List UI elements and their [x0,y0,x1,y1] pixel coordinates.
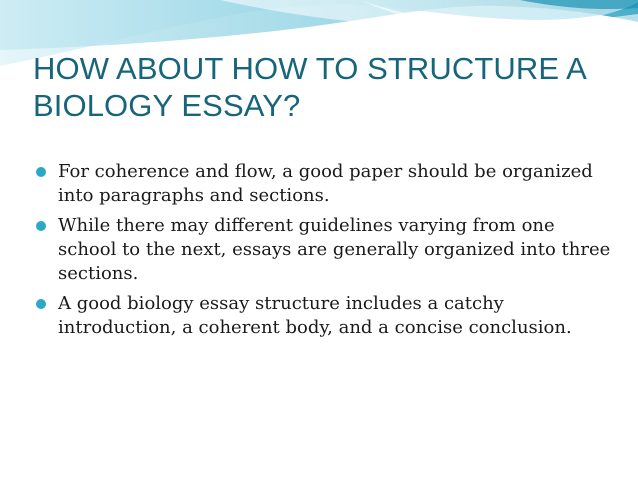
bullet-item [36,292,616,340]
bullet-item [36,160,616,208]
bullet-text: While there may different guidelines varying from one school to the next, essays are generally organized into three sections. [58,215,611,284]
bullet-list [36,160,616,346]
bullet-item [36,214,616,286]
slide-title: HOW ABOUT HOW TO STRUCTURE A BIOLOGY ESSAY? [33,51,586,123]
bullet-dot-icon [36,167,46,177]
bullet-text: A good biology essay structure includes a catchy introduction, a coherent body, and a concise conclusion. [58,293,572,338]
bullet-text: For coherence and flow, a good paper should be organized into paragraphs and sections. [58,161,593,206]
bullet-dot-icon [36,221,46,231]
bullet-dot-icon [36,299,46,309]
